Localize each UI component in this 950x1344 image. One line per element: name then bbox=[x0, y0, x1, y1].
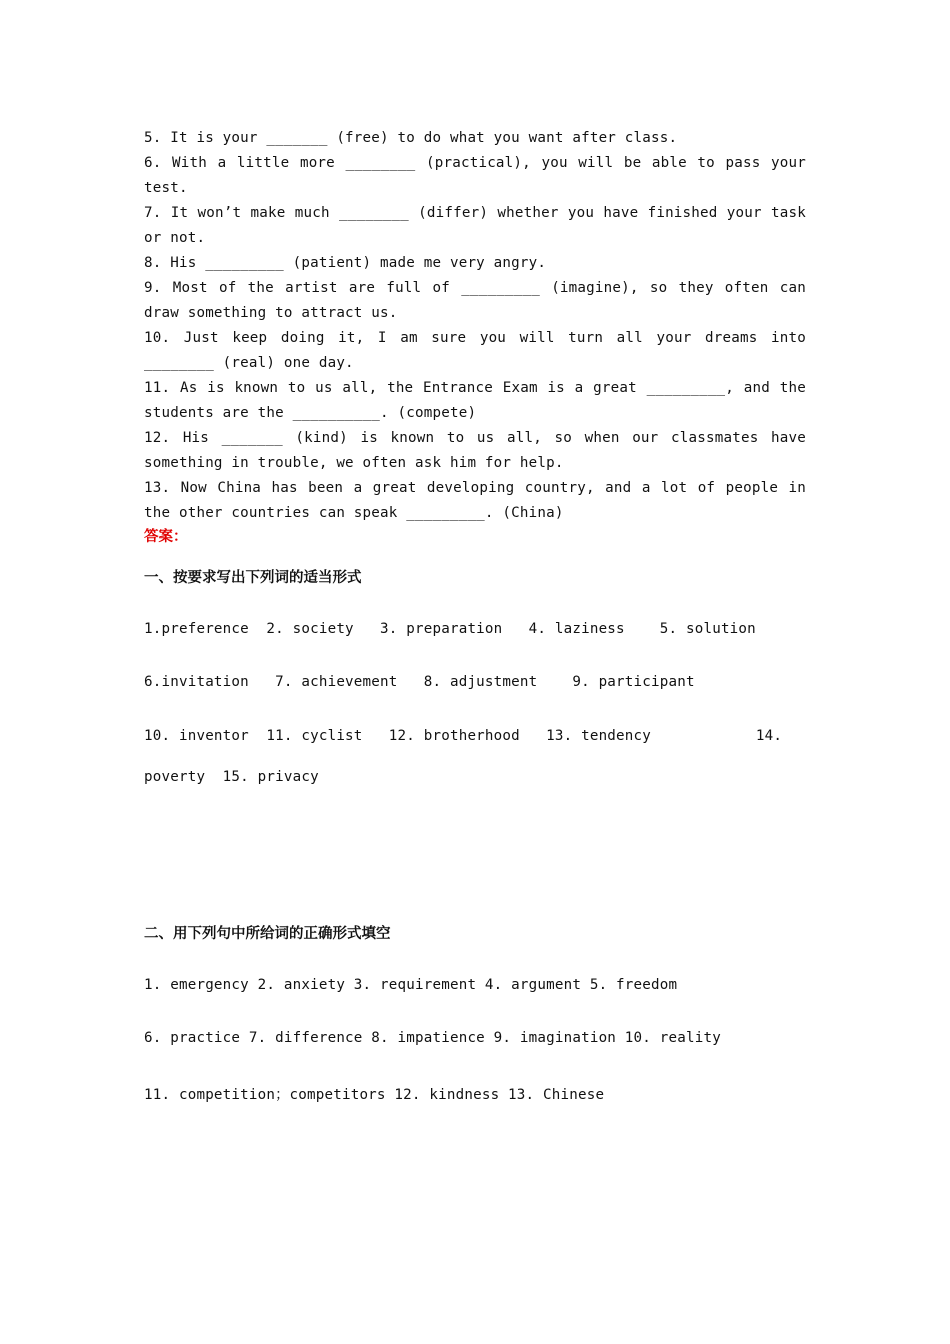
question-8: 8. His _________ (patient) made me very angry. bbox=[144, 255, 547, 271]
answer-heading: 答案： bbox=[144, 529, 188, 545]
question-5: 5. It is your _______ (free) to do what you want after class. bbox=[144, 130, 678, 146]
section-2-answer-line: 6. practice 7. difference 8. impatience 9. imagination 10. reality bbox=[144, 1030, 721, 1046]
section-1-answer-line: 10. inventor 11. cyclist 12. brotherhood 13. tendency 14. bbox=[144, 728, 783, 744]
section-1-answer-line: 6.invitation 7. achievement 8. adjustment 9. participant bbox=[144, 674, 695, 690]
question-13: 13. Now China has been a great developing country, and a lot of people in the other countries can speak _________. (China) bbox=[144, 480, 806, 521]
section-1-answer-line: 1.preference 2. society 3. preparation 4. laziness 5. solution bbox=[144, 621, 756, 637]
question-12: 12. His _______ (kind) is known to us all, so when our classmates have something in trouble, we often ask him for help. bbox=[144, 430, 806, 471]
section-1-answer-line: poverty 15. privacy bbox=[144, 769, 319, 785]
question-9: 9. Most of the artist are full of _________ (imagine), so they often can draw something to attract us. bbox=[144, 280, 806, 321]
question-10: 10. Just keep doing it, I am sure you will turn all your dreams into ________ (real) one day. bbox=[144, 330, 806, 371]
section-2-answer-line: 1. emergency 2. anxiety 3. requirement 4. argument 5. freedom bbox=[144, 977, 678, 993]
section-2-title: 二、用下列句中所给词的正确形式填空 bbox=[144, 926, 391, 942]
section-2-answer-line: 11. competition；competitors 12. kindness 13. Chinese bbox=[144, 1087, 605, 1103]
question-7: 7. It won’t make much ________ (differ) whether you have finished your task or not. bbox=[144, 205, 806, 246]
exercise-questions bbox=[144, 126, 806, 526]
question-6: 6. With a little more ________ (practical), you will be able to pass your test. bbox=[144, 155, 806, 196]
section-1-title: 一、按要求写出下列词的适当形式 bbox=[144, 570, 362, 586]
question-11: 11. As is known to us all, the Entrance Exam is a great _________, and the students are the __________. (compete) bbox=[144, 380, 806, 421]
